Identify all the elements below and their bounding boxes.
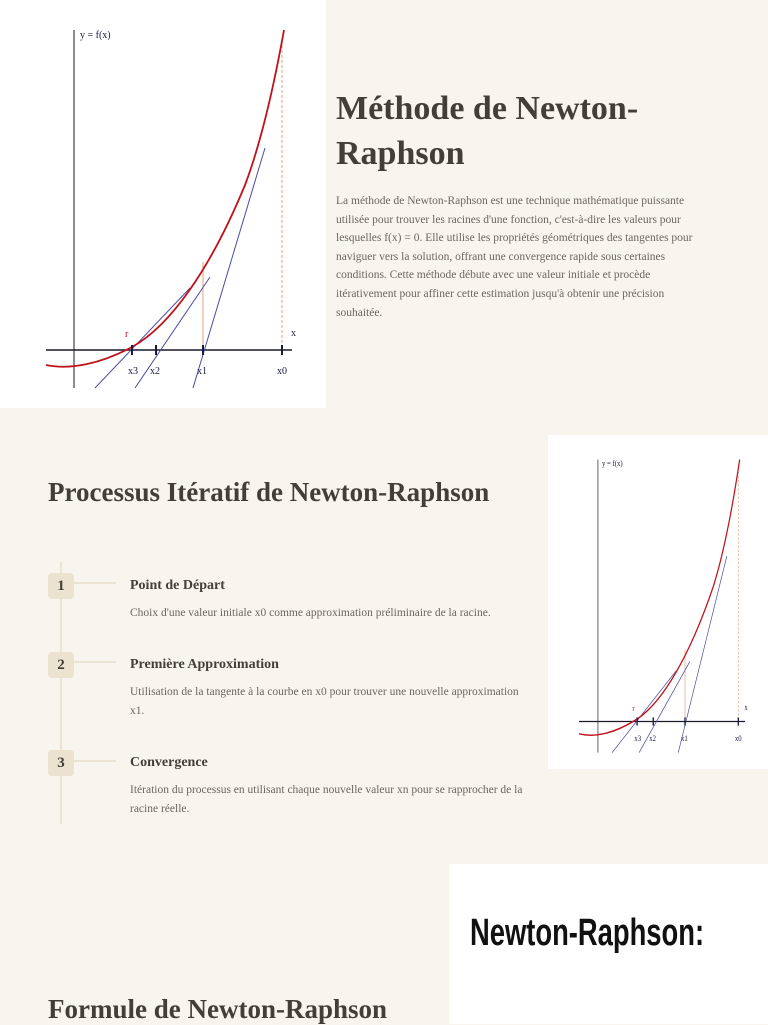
tick-label-x3: x3 (634, 733, 642, 744)
hero-description: La méthode de Newton-Raphson est une technique mathématique puissante utilisée pour trouver les racines d'une fonction, c'est-à-dire les valeurs pour lesquelles f(x) = 0. Elle utilise les propriétés géométriques des tangentes pour naviguer vers la solution, offrant une convergence rapide sous certaines conditions. Cette méthode débute avec une valeur initiale et procède itérativement pour affiner cette estimation jusqu'à obtenir une précision souhaitée. (336, 195, 693, 319)
step-description: Itération du processus en utilisant chaque nouvelle valeur xn pour se rapprocher de la racine réelle. (130, 784, 523, 815)
step-title: Première Approximation (130, 657, 279, 672)
function-curve (46, 30, 284, 367)
step-title: Convergence (130, 755, 208, 770)
root-label: r (632, 703, 635, 714)
step-connector (74, 760, 116, 762)
timeline-line (60, 562, 62, 824)
tick-label-x1: x1 (680, 733, 688, 744)
step-number-badge: 1 (48, 573, 74, 599)
root-label: r (125, 329, 129, 340)
process-section-title: Processus Itératif de Newton-Raphson (48, 477, 490, 507)
formula-section-title: Formule de Newton-Raphson (48, 994, 388, 1024)
newton-raphson-graph-image (0, 0, 326, 408)
y-axis-label: y = f(x) (601, 458, 623, 469)
y-axis-label: y = f(x) (80, 30, 111, 41)
step-number-badge: 3 (48, 750, 74, 776)
x-axis-label: x (744, 702, 748, 713)
newton-raphson-graph (0, 0, 326, 408)
x-axis-label: x (291, 328, 296, 339)
tick-label-x3: x3 (128, 366, 138, 377)
step-connector (74, 661, 116, 663)
step-description: Choix d'une valeur initiale x0 comme approximation préliminaire de la racine. (130, 607, 491, 619)
formula-wordmark: Newton-Raphson: (470, 912, 705, 954)
tick-label-x1: x1 (197, 366, 207, 377)
step-number-badge: 2 (48, 652, 74, 678)
newton-raphson-graph-secondary (548, 435, 768, 769)
tick-label-x2: x2 (150, 366, 160, 377)
tick-label-x2: x2 (649, 733, 656, 744)
newton-raphson-graph-image-secondary (548, 435, 768, 769)
step-connector (74, 582, 116, 584)
page-title: Méthode de Newton-Raphson (336, 90, 639, 172)
tangent-line-x2 (612, 671, 676, 753)
tick-label-x0: x0 (277, 366, 287, 377)
tangent-line-x2 (95, 288, 190, 388)
function-curve (579, 460, 740, 736)
step-title: Point de Départ (130, 578, 225, 593)
step-description: Utilisation de la tangente à la courbe en x0 pour trouver une nouvelle approximation x1. (130, 686, 519, 717)
tick-label-x0: x0 (734, 733, 742, 744)
